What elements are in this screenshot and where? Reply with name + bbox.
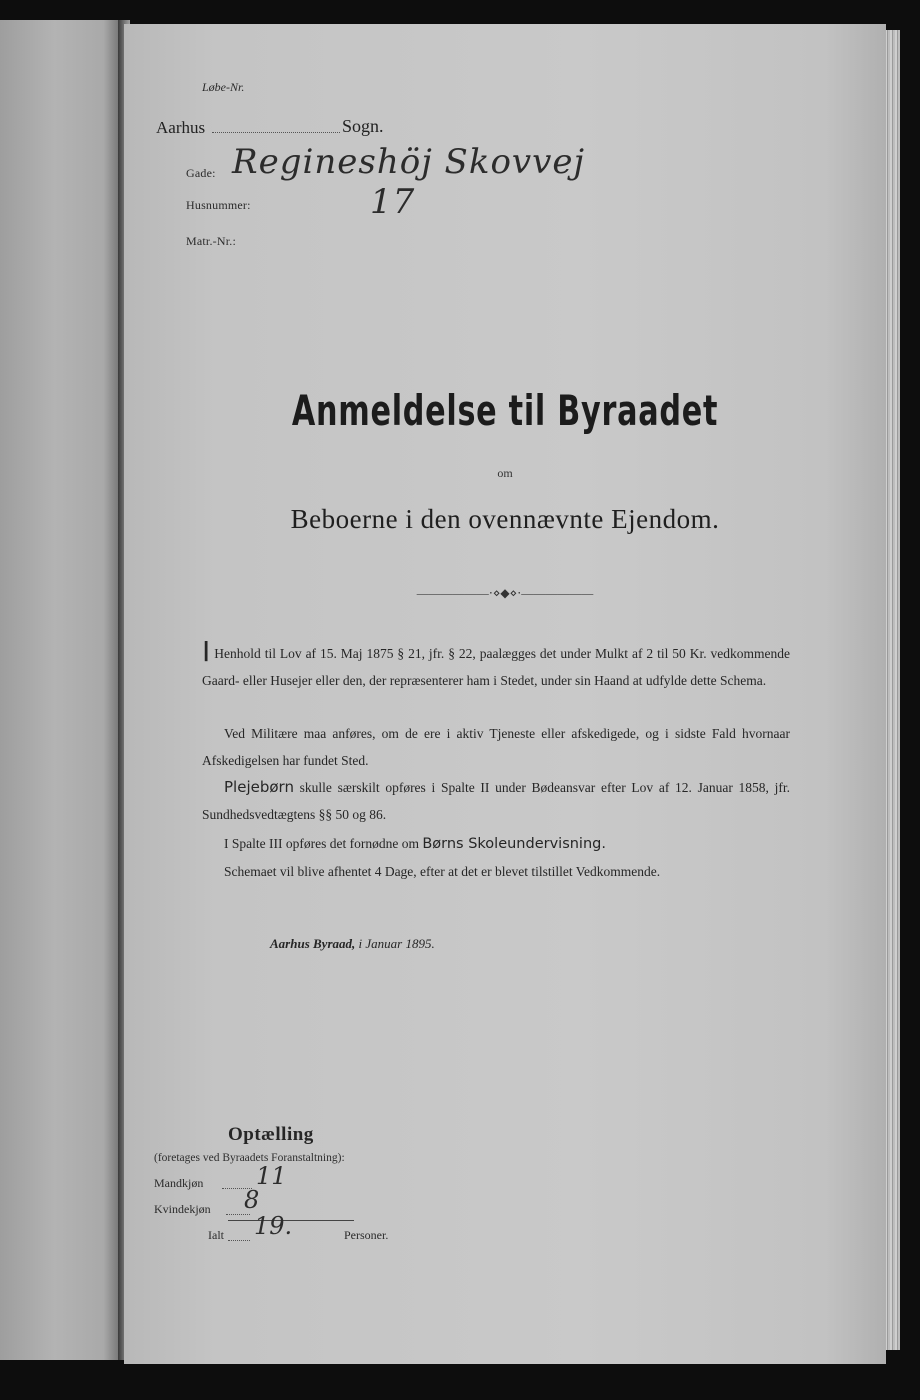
husnummer-value: 17 [370,182,416,222]
issuer-body: Aarhus Byraad, [270,936,356,951]
plejeboern-lead: Plejebørn [224,778,294,796]
instruction-paragraph-1 [202,635,790,694]
female-count-value: 8 [244,1186,260,1214]
title-connector: om [497,466,513,480]
document-title: Anmeldelse til Byraadet [291,386,719,435]
instruction-paragraph-5: Schemaet vil blive afhentet 4 Dage, efter at det er blevet tilstillet Vedkommende. [224,864,661,879]
sogn-label: Sogn. [342,116,384,136]
gade-value: Regineshöj Skovvej [232,142,585,182]
female-count-label: Kvindekjøn [154,1202,211,1216]
sogn-field [212,118,340,133]
document-subtitle: Beboerne i den ovennævnte Ejendom. [290,504,720,534]
city-label: Aarhus [156,118,206,137]
instruction-text-4: I Spalte III opføres det fornødne om [224,836,419,851]
husnummer-label: Husnummer: [186,198,251,212]
instruction-paragraph-4 [202,830,790,858]
census-note: (foretages ved Byraadets Foranstaltning): [154,1152,345,1164]
total-count-label: Ialt [208,1228,224,1242]
male-count-value: 11 [256,1162,287,1190]
male-count-label: Mandkjøn [154,1176,204,1190]
instruction-paragraph-3 [202,774,790,828]
census-title: Optælling [228,1124,314,1145]
facing-page [0,20,122,1360]
instruction-text-3: skulle særskilt opføres i Spalte II under Bødeansvar efter Lov af 12. Januar 1858, jfr. Sundhedsvedtægtens §§ 50 og 86. [202,780,790,822]
form-page [124,24,886,1364]
drop-cap: I [202,635,211,668]
loebe-nr-label: Løbe-Nr. [202,80,245,94]
matr-nr-label: Matr.-Nr.: [186,234,236,248]
skoleundervisning-emphasis: Børns Skoleundervisning. [422,836,606,852]
persons-label: Personer. [344,1228,389,1242]
total-count-dots [228,1230,250,1241]
gade-label: Gade: [186,166,216,180]
issuer-signature [270,936,435,952]
total-count-value: 19. [254,1212,293,1240]
instruction-text-1: Henhold til Lov af 15. Maj 1875 § 21, jfr. § 22, paalægges det under Mulkt af 2 til 50 Kr. vedkommende Gaard- eller Husejer eller den, der repræsenterer ham i Stedet, under sin Haand at udfylde dette Schema. [202,646,790,688]
instruction-paragraph-2: Ved Militære maa anføres, om de ere i aktiv Tjeneste eller afskedigede, og i sidste Fald hvornaar Afskedigelsen har fundet Sted. [202,726,790,768]
issue-date: i Januar 1895. [358,936,435,951]
ornament-divider: ——————⋅⋄◆⋄⋅—————— [416,586,594,600]
